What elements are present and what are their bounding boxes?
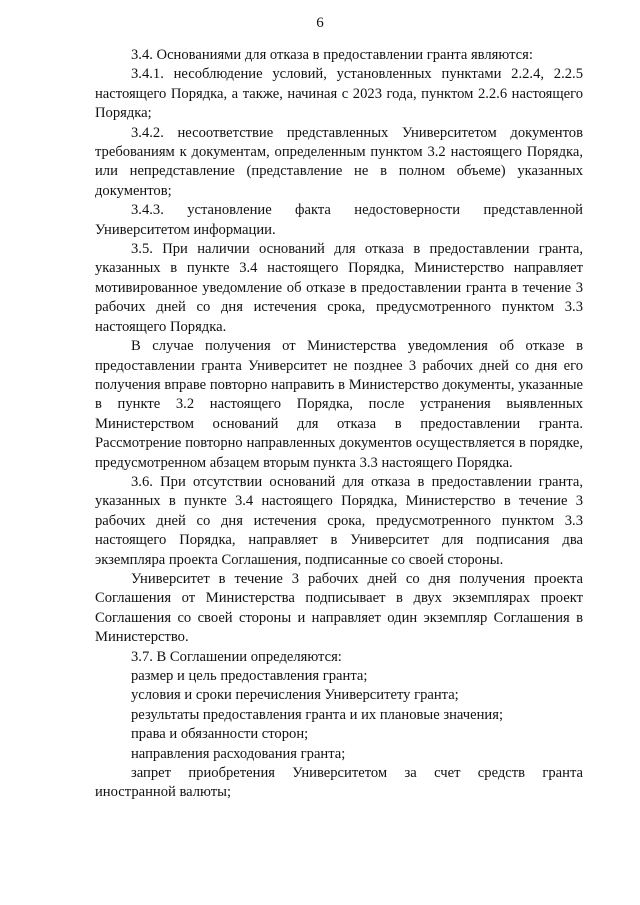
paragraph-3-4-1: 3.4.1. несоблюдение условий, установленных пунктами 2.2.4, 2.2.5 настоящего Порядка, а также, начиная с 2023 года, пунктом 2.2.6 настоящего Порядка;	[95, 66, 583, 122]
list-item: права и обязанности сторон;	[131, 726, 309, 743]
document-body	[95, 46, 583, 803]
paragraph-3-5: 3.5. При наличии оснований для отказа в предоставлении гранта, указанных в пункте 3.4 настоящего Порядка, Министерство направляет мотивированное уведомление об отказе в предоставлении гранта в течение 3 рабочих дней со дня истечения срока, предусмотренного пунктом 3.3 настоящего Порядка.	[95, 241, 583, 335]
list-item: запрет приобретения Университетом за счет средств гранта иностранной валюты;	[95, 765, 583, 801]
paragraph-3-5-second: В случае получения от Министерства уведомления об отказе в предоставлении гранта Университет не позднее 3 рабочих дней со дня его получения вправе повторно направить в Министерство документы, указанные в пункте 3.2 настоящего Порядка, после устранения выявленных Министерством оснований для отказа в предоставлении гранта. Рассмотрение повторно направленных документов осуществляется в порядке, предусмотренном абзацем вторым пункта 3.3 настоящего Порядка.	[95, 338, 583, 471]
paragraph-3-6: 3.6. При отсутствии оснований для отказа в предоставлении гранта, указанных в пункте 3.4 настоящего Порядка, Министерство в течение 3 рабочих дней со дня истечения срока, предусмотренного пунктом 3.3 настоящего Порядка, направляет в Университет для подписания два экземпляра проекта Соглашения, подписанные со своей стороны.	[95, 473, 583, 568]
list-item: результаты предоставления гранта и их плановые значения;	[131, 706, 503, 723]
paragraph-3-4-2: 3.4.2. несоответствие представленных Университетом документов требованиям к документам, определенным пунктом 3.2 настоящего Порядка, или непредставление (представление не в полном объеме) указанных документов;	[95, 124, 583, 199]
list-item: направления расходования гранта;	[131, 745, 346, 762]
page-number: 6	[316, 15, 324, 31]
paragraph-3-4-3: 3.4.3. установление факта недостоверности представленной Университетом информации.	[95, 202, 583, 238]
paragraph-3-6-second: Университет в течение 3 рабочих дней со дня получения проекта Соглашения от Министерства подписывает в двух экземплярах проект Соглашения со своей стороны и направляет один экземпляр Соглашения в Министерство.	[95, 570, 583, 646]
list-item: размер и цель предоставления гранта;	[131, 668, 368, 684]
paragraph-3-4: 3.4. Основаниями для отказа в предоставлении гранта являются:	[131, 47, 533, 63]
paragraph-3-7: 3.7. В Соглашении определяются:	[131, 648, 342, 665]
list-item: условия и сроки перечисления Университету гранта;	[131, 687, 459, 704]
